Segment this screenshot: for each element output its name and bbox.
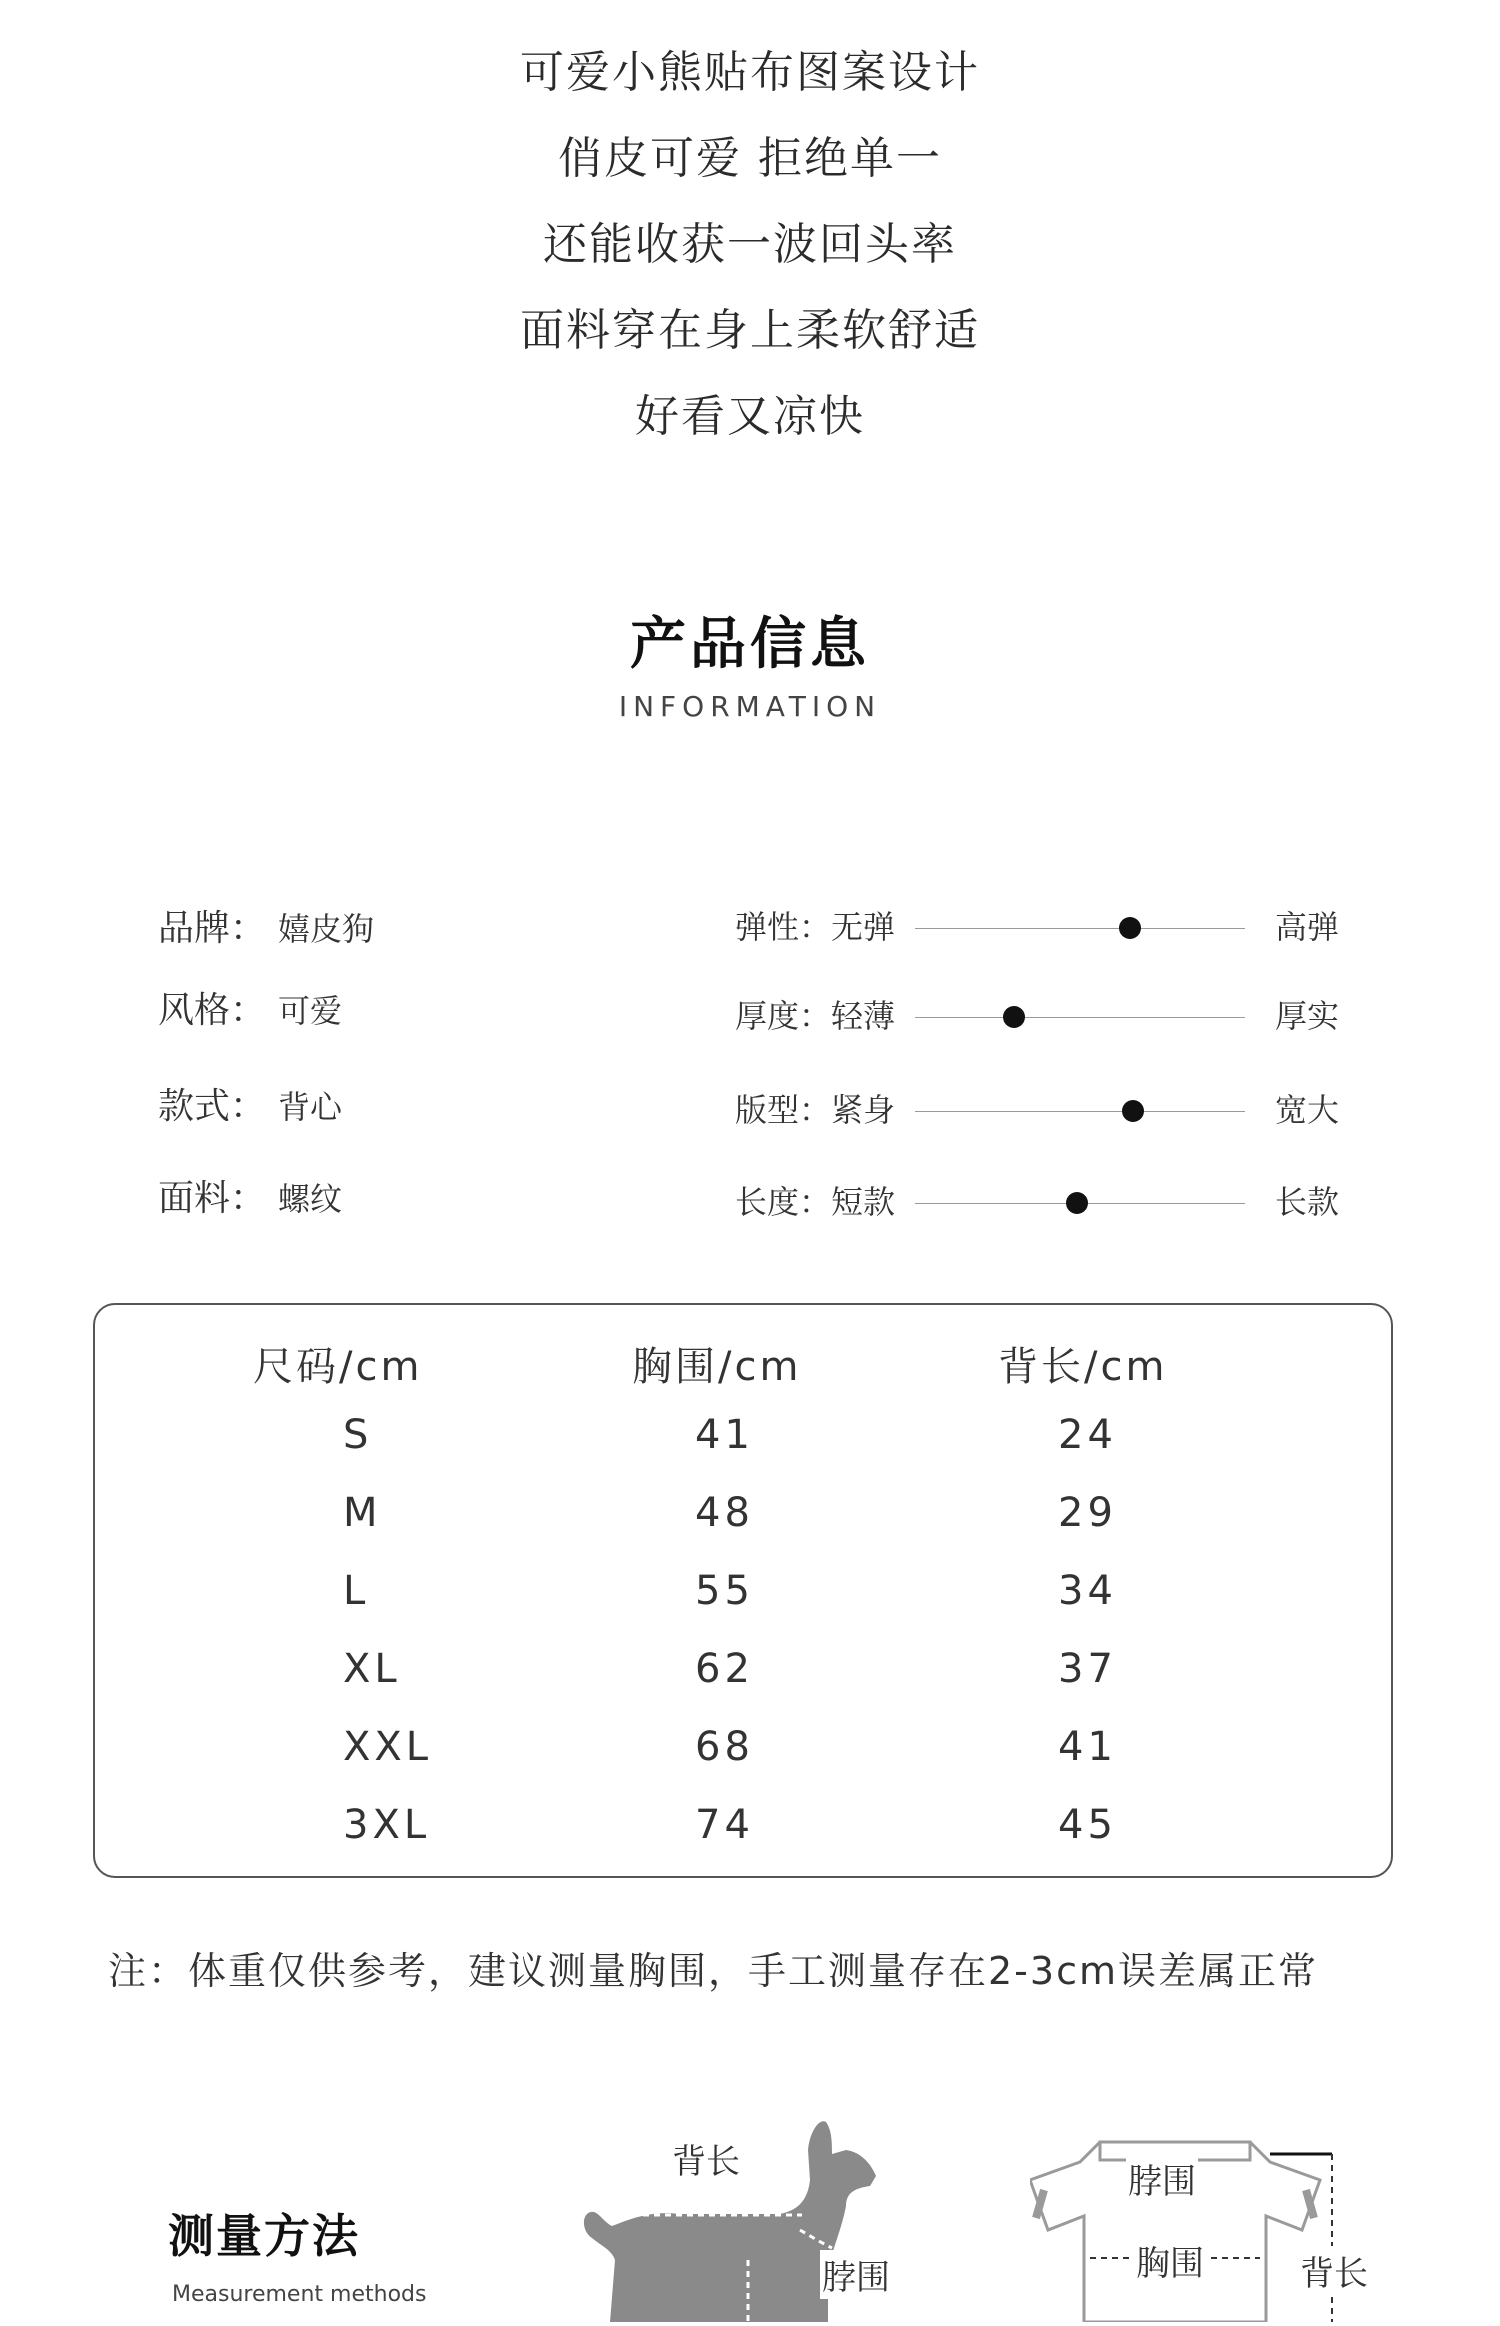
attr-key: 款式： xyxy=(158,1086,267,1127)
scale-marker xyxy=(1122,1100,1144,1122)
measurement-subtitle: Measurement methods xyxy=(172,2282,427,2307)
table-cell: M xyxy=(343,1490,382,1536)
col-header-back: 背长/cm xyxy=(998,1344,1168,1390)
table-cell: 62 xyxy=(695,1646,754,1692)
scale-elasticity xyxy=(735,902,1355,952)
attr-type xyxy=(158,1078,343,1129)
info-subtitle: INFORMATION xyxy=(618,690,882,723)
scale-track xyxy=(915,1111,1245,1112)
scale-right-label: 高弹 xyxy=(1275,908,1340,946)
dog-diagram xyxy=(570,2110,930,2322)
measurement-title: 测量方法 xyxy=(168,2209,360,2263)
table-cell: 45 xyxy=(1058,1802,1117,1848)
info-title: 产品信息 xyxy=(630,612,870,677)
attr-key: 风格： xyxy=(158,990,267,1031)
scale-track xyxy=(915,1017,1245,1018)
scale-thickness xyxy=(735,991,1355,1041)
table-cell: XL xyxy=(343,1646,401,1692)
intro-line: 可爱小熊贴布图案设计 xyxy=(520,47,980,98)
attr-key: 品牌： xyxy=(158,908,267,949)
attr-fabric xyxy=(158,1170,343,1221)
dog-back-label: 背长 xyxy=(670,2134,742,2183)
scale-marker xyxy=(1003,1006,1025,1028)
scale-label: 厚度：轻薄 xyxy=(735,997,896,1035)
table-cell: 37 xyxy=(1058,1646,1117,1692)
intro-line: 还能收获一波回头率 xyxy=(543,219,957,270)
scale-length xyxy=(735,1177,1355,1227)
garment-neck-label: 脖围 xyxy=(1126,2154,1198,2203)
col-header-chest: 胸围/cm xyxy=(632,1344,802,1390)
table-cell: 34 xyxy=(1058,1568,1117,1614)
garment-chest-label: 胸围 xyxy=(1134,2236,1206,2285)
scale-label: 弹性：无弹 xyxy=(735,908,896,946)
size-note: 注：体重仅供参考，建议测量胸围，手工测量存在2-3cm误差属正常 xyxy=(108,1949,1318,1993)
table-cell: S xyxy=(343,1412,373,1458)
table-cell: 74 xyxy=(695,1802,754,1848)
garment-diagram xyxy=(1030,2130,1410,2322)
table-cell: 41 xyxy=(1058,1724,1117,1770)
table-cell: 41 xyxy=(695,1412,754,1458)
dog-neck-label: 脖围 xyxy=(820,2250,892,2299)
attr-value: 背心 xyxy=(278,1088,343,1126)
scale-right-label: 长款 xyxy=(1275,1183,1340,1221)
size-table xyxy=(93,1303,1393,1878)
scale-label: 长度：短款 xyxy=(735,1183,896,1221)
table-cell: 29 xyxy=(1058,1490,1117,1536)
scale-marker xyxy=(1119,917,1141,939)
scale-marker xyxy=(1066,1192,1088,1214)
intro-line: 面料穿在身上柔软舒适 xyxy=(520,305,980,356)
intro-text xyxy=(0,30,1500,460)
table-cell: L xyxy=(343,1568,370,1614)
intro-line: 好看又凉快 xyxy=(635,391,865,442)
scale-right-label: 宽大 xyxy=(1275,1091,1340,1129)
attr-key: 面料： xyxy=(158,1178,267,1219)
table-cell: 3XL xyxy=(343,1802,431,1848)
attr-value: 可爱 xyxy=(278,992,343,1030)
col-header-size: 尺码/cm xyxy=(253,1344,423,1390)
garment-back-label: 背长 xyxy=(1298,2246,1370,2295)
table-cell: 48 xyxy=(695,1490,754,1536)
scale-right-label: 厚实 xyxy=(1275,997,1340,1035)
scale-label: 版型：紧身 xyxy=(735,1091,896,1129)
scale-track xyxy=(915,928,1245,929)
table-cell: 68 xyxy=(695,1724,754,1770)
table-cell: 55 xyxy=(695,1568,754,1614)
table-cell: XXL xyxy=(343,1724,433,1770)
attr-style xyxy=(158,982,343,1033)
attr-value: 嬉皮狗 xyxy=(278,910,375,948)
scale-fit xyxy=(735,1085,1355,1135)
intro-line: 俏皮可爱 拒绝单一 xyxy=(558,133,942,184)
attr-brand xyxy=(158,900,375,951)
attr-value: 螺纹 xyxy=(278,1180,343,1218)
table-cell: 24 xyxy=(1058,1412,1117,1458)
